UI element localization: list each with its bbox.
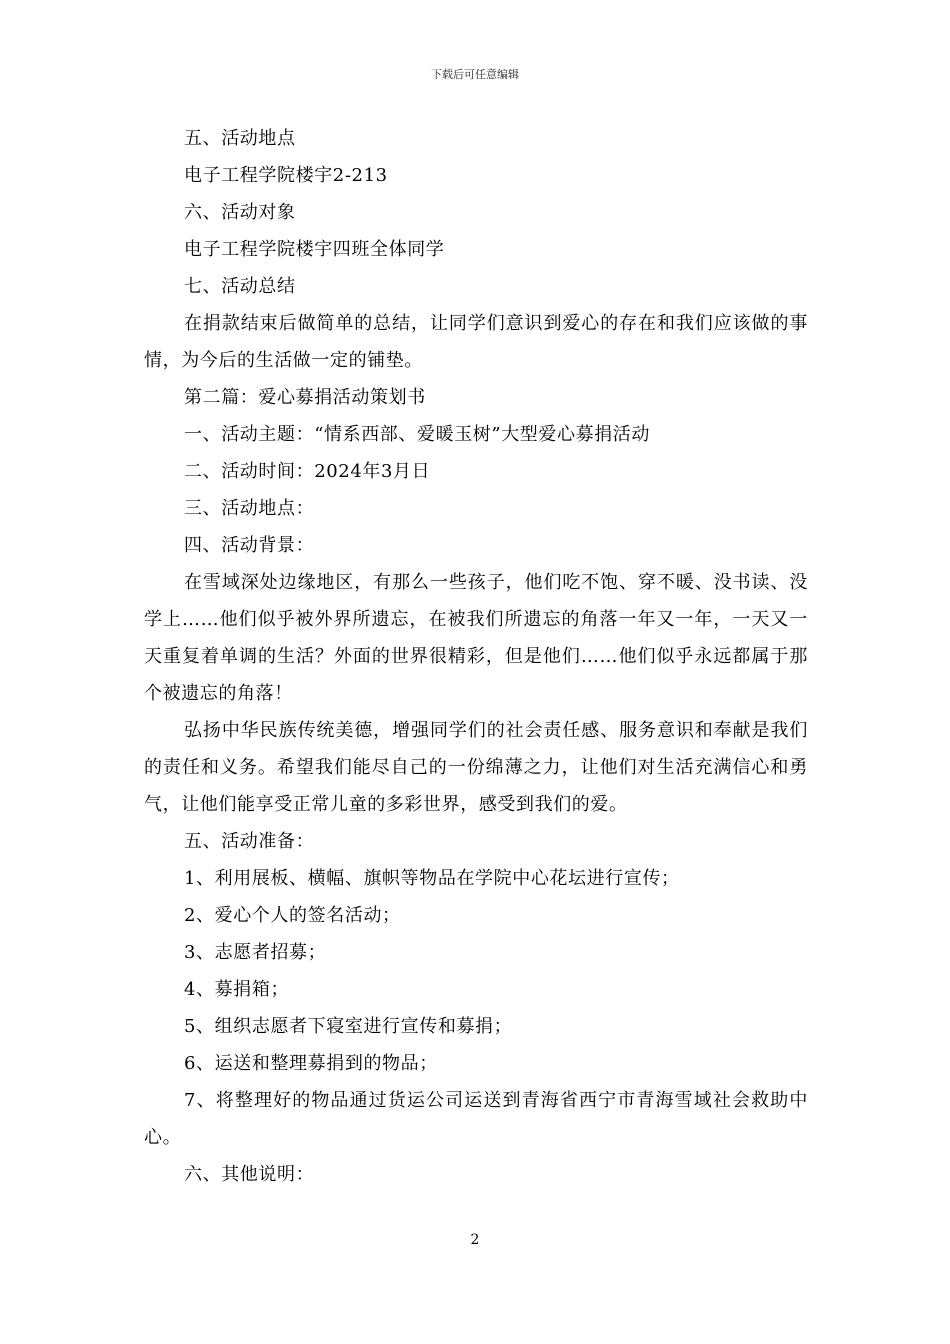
- background-text-2: 弘扬中华民族传统美德，增强同学们的社会责任感、服务意识和奉献是我们的责任和义务。希望我们能尽自己的一份绵薄之力，让他们对生活充满信心和勇气，让他们能享受正常儿童的多彩世界，感受到我们的爱。: [144, 720, 808, 815]
- preparation-item-6: 6、运送和整理募捐到的物品；: [184, 1053, 438, 1074]
- location-text: 电子工程学院楼宇2-213: [184, 165, 388, 186]
- audience-text: 电子工程学院楼宇四班全体同学: [184, 239, 445, 260]
- section-heading-location: 五、活动地点: [184, 128, 296, 149]
- section-heading-summary: 七、活动总结: [184, 276, 296, 297]
- preparation-item-3: 3、志愿者招募；: [184, 942, 327, 963]
- section-heading-other: 六、其他说明：: [184, 1164, 315, 1185]
- preparation-item-7: 7、将整理好的物品通过货运公司运送到青海省西宁市青海雪域社会救助中心。: [144, 1090, 808, 1148]
- document-body: [144, 120, 808, 1193]
- background-text-1: 在雪域深处边缘地区，有那么一些孩子，他们吃不饱、穿不暖、没书读、没学上……他们似乎被外界所遗忘，在被我们所遗忘的角落一年又一年，一天又一天重复着单调的生活？外面的世界很精彩，但是他们……他们似乎永远都属于那个被遗忘的角落！: [144, 572, 808, 704]
- activity-place: 三、活动地点：: [184, 498, 315, 519]
- chapter-title: 第二篇：爱心募捐活动策划书: [184, 387, 426, 408]
- page-header: 下载后可任意编辑: [431, 68, 519, 81]
- page-number: 2: [470, 1232, 480, 1248]
- section-heading-preparation: 五、活动准备：: [184, 831, 315, 852]
- section-heading-audience: 六、活动对象: [184, 202, 296, 223]
- activity-time: 二、活动时间：2024年3月日: [184, 461, 431, 482]
- preparation-item-1: 1、利用展板、横幅、旗帜等物品在学院中心花坛进行宣传；: [184, 868, 680, 889]
- section-heading-background: 四、活动背景：: [184, 535, 315, 556]
- preparation-item-2: 2、爱心个人的签名活动；: [184, 905, 401, 926]
- activity-theme: 一、活动主题：“情系西部、爱暖玉树”大型爱心募捐活动: [184, 424, 651, 445]
- summary-text: 在捐款结束后做简单的总结，让同学们意识到爱心的存在和我们应该做的事情，为今后的生活做一定的铺垫。: [144, 313, 808, 371]
- preparation-item-5: 5、组织志愿者下寝室进行宣传和募捐；: [184, 1016, 513, 1037]
- preparation-item-4: 4、募捐箱；: [184, 979, 290, 1000]
